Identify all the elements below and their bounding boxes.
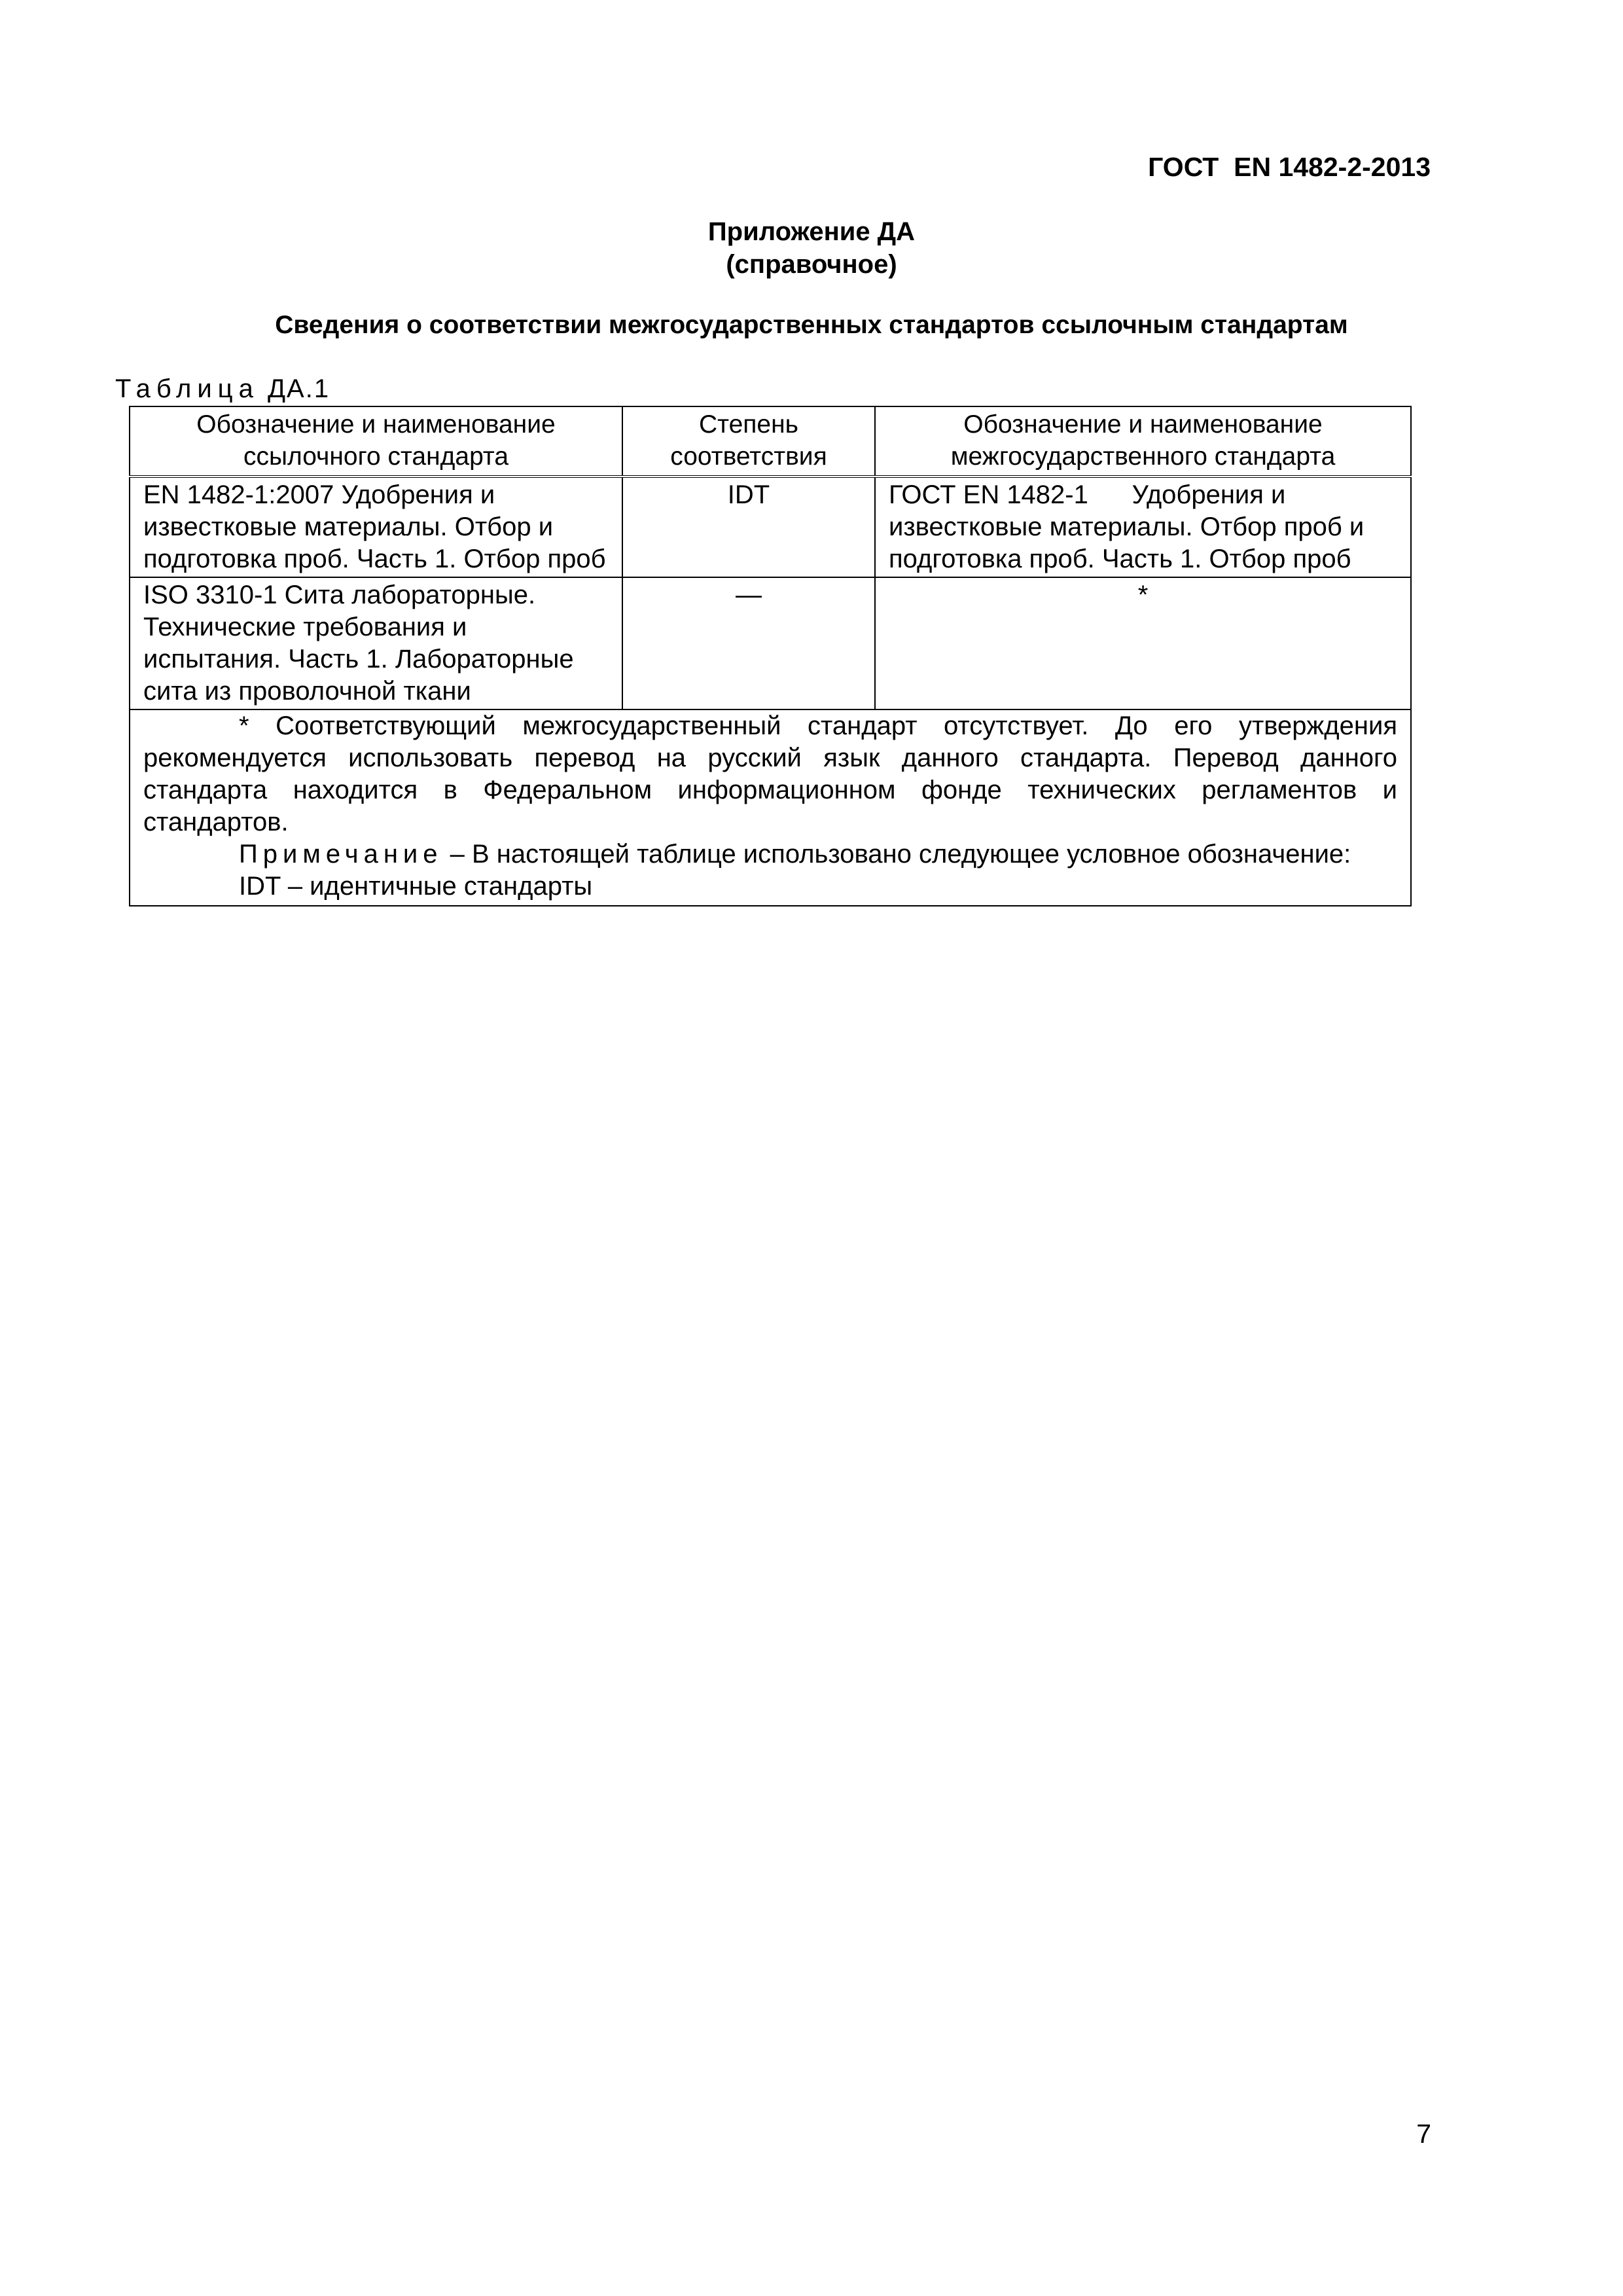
- document-code: ГОСТ EN 1482-2-2013: [1148, 152, 1431, 182]
- note-label: Примечание: [239, 840, 443, 869]
- column-header-reference: Обозначение и наименование ссылочного стандарта: [130, 406, 622, 476]
- cell-degree: IDT: [622, 476, 875, 577]
- table-caption: [115, 374, 330, 404]
- cell-reference: EN 1482-1:2007 Удобрения и известковые материалы. Отбор и подготовка проб. Часть 1. Отбор проб: [130, 476, 622, 577]
- cell-reference: ISO 3310-1 Сита лабораторные. Технические требования и испытания. Часть 1. Лабораторные сита из проволочной ткани: [130, 577, 622, 709]
- table-row: [130, 476, 1411, 577]
- cell-degree: —: [622, 577, 875, 709]
- table-footnote: * Соответствующий межгосударственный стандарт отсутствует. До его утверждения рекомендуется использовать перевод на русский язык данного стандарта. Перевод данного стандарта находится в Федеральном информационном фонде технических регламентов и стандартов.: [143, 711, 1397, 836]
- cell-interstate: *: [875, 577, 1411, 709]
- table-header-row: [130, 406, 1411, 476]
- table-caption-number: ДА.1: [267, 374, 330, 403]
- column-header-degree: Степень соответствия: [622, 406, 875, 476]
- note-text: – В настоящей таблице использовано следующее условное обозначение:: [442, 840, 1351, 869]
- table-caption-word: Таблица: [115, 374, 259, 403]
- annex-heading: Приложение ДА: [707, 217, 916, 246]
- standards-table: [129, 406, 1412, 906]
- table-row: [130, 577, 1411, 709]
- column-header-interstate: Обозначение и наименование межгосударственного стандарта: [875, 406, 1411, 476]
- cell-interstate: ГОСТ EN 1482-1 Удобрения и известковые материалы. Отбор проб и подготовка проб. Часть 1. Отбор проб: [875, 476, 1411, 577]
- annex-subject: Сведения о соответствии межгосударственных стандартов ссылочным стандартам: [275, 311, 1348, 339]
- note-abbreviation: IDT – идентичные стандарты: [239, 872, 593, 901]
- annex-type: (справочное): [726, 250, 897, 279]
- table-notes-cell: [130, 709, 1411, 906]
- table-note: [143, 838, 1397, 870]
- page-number: 7: [1416, 2119, 1431, 2149]
- table-notes-row: [130, 709, 1411, 906]
